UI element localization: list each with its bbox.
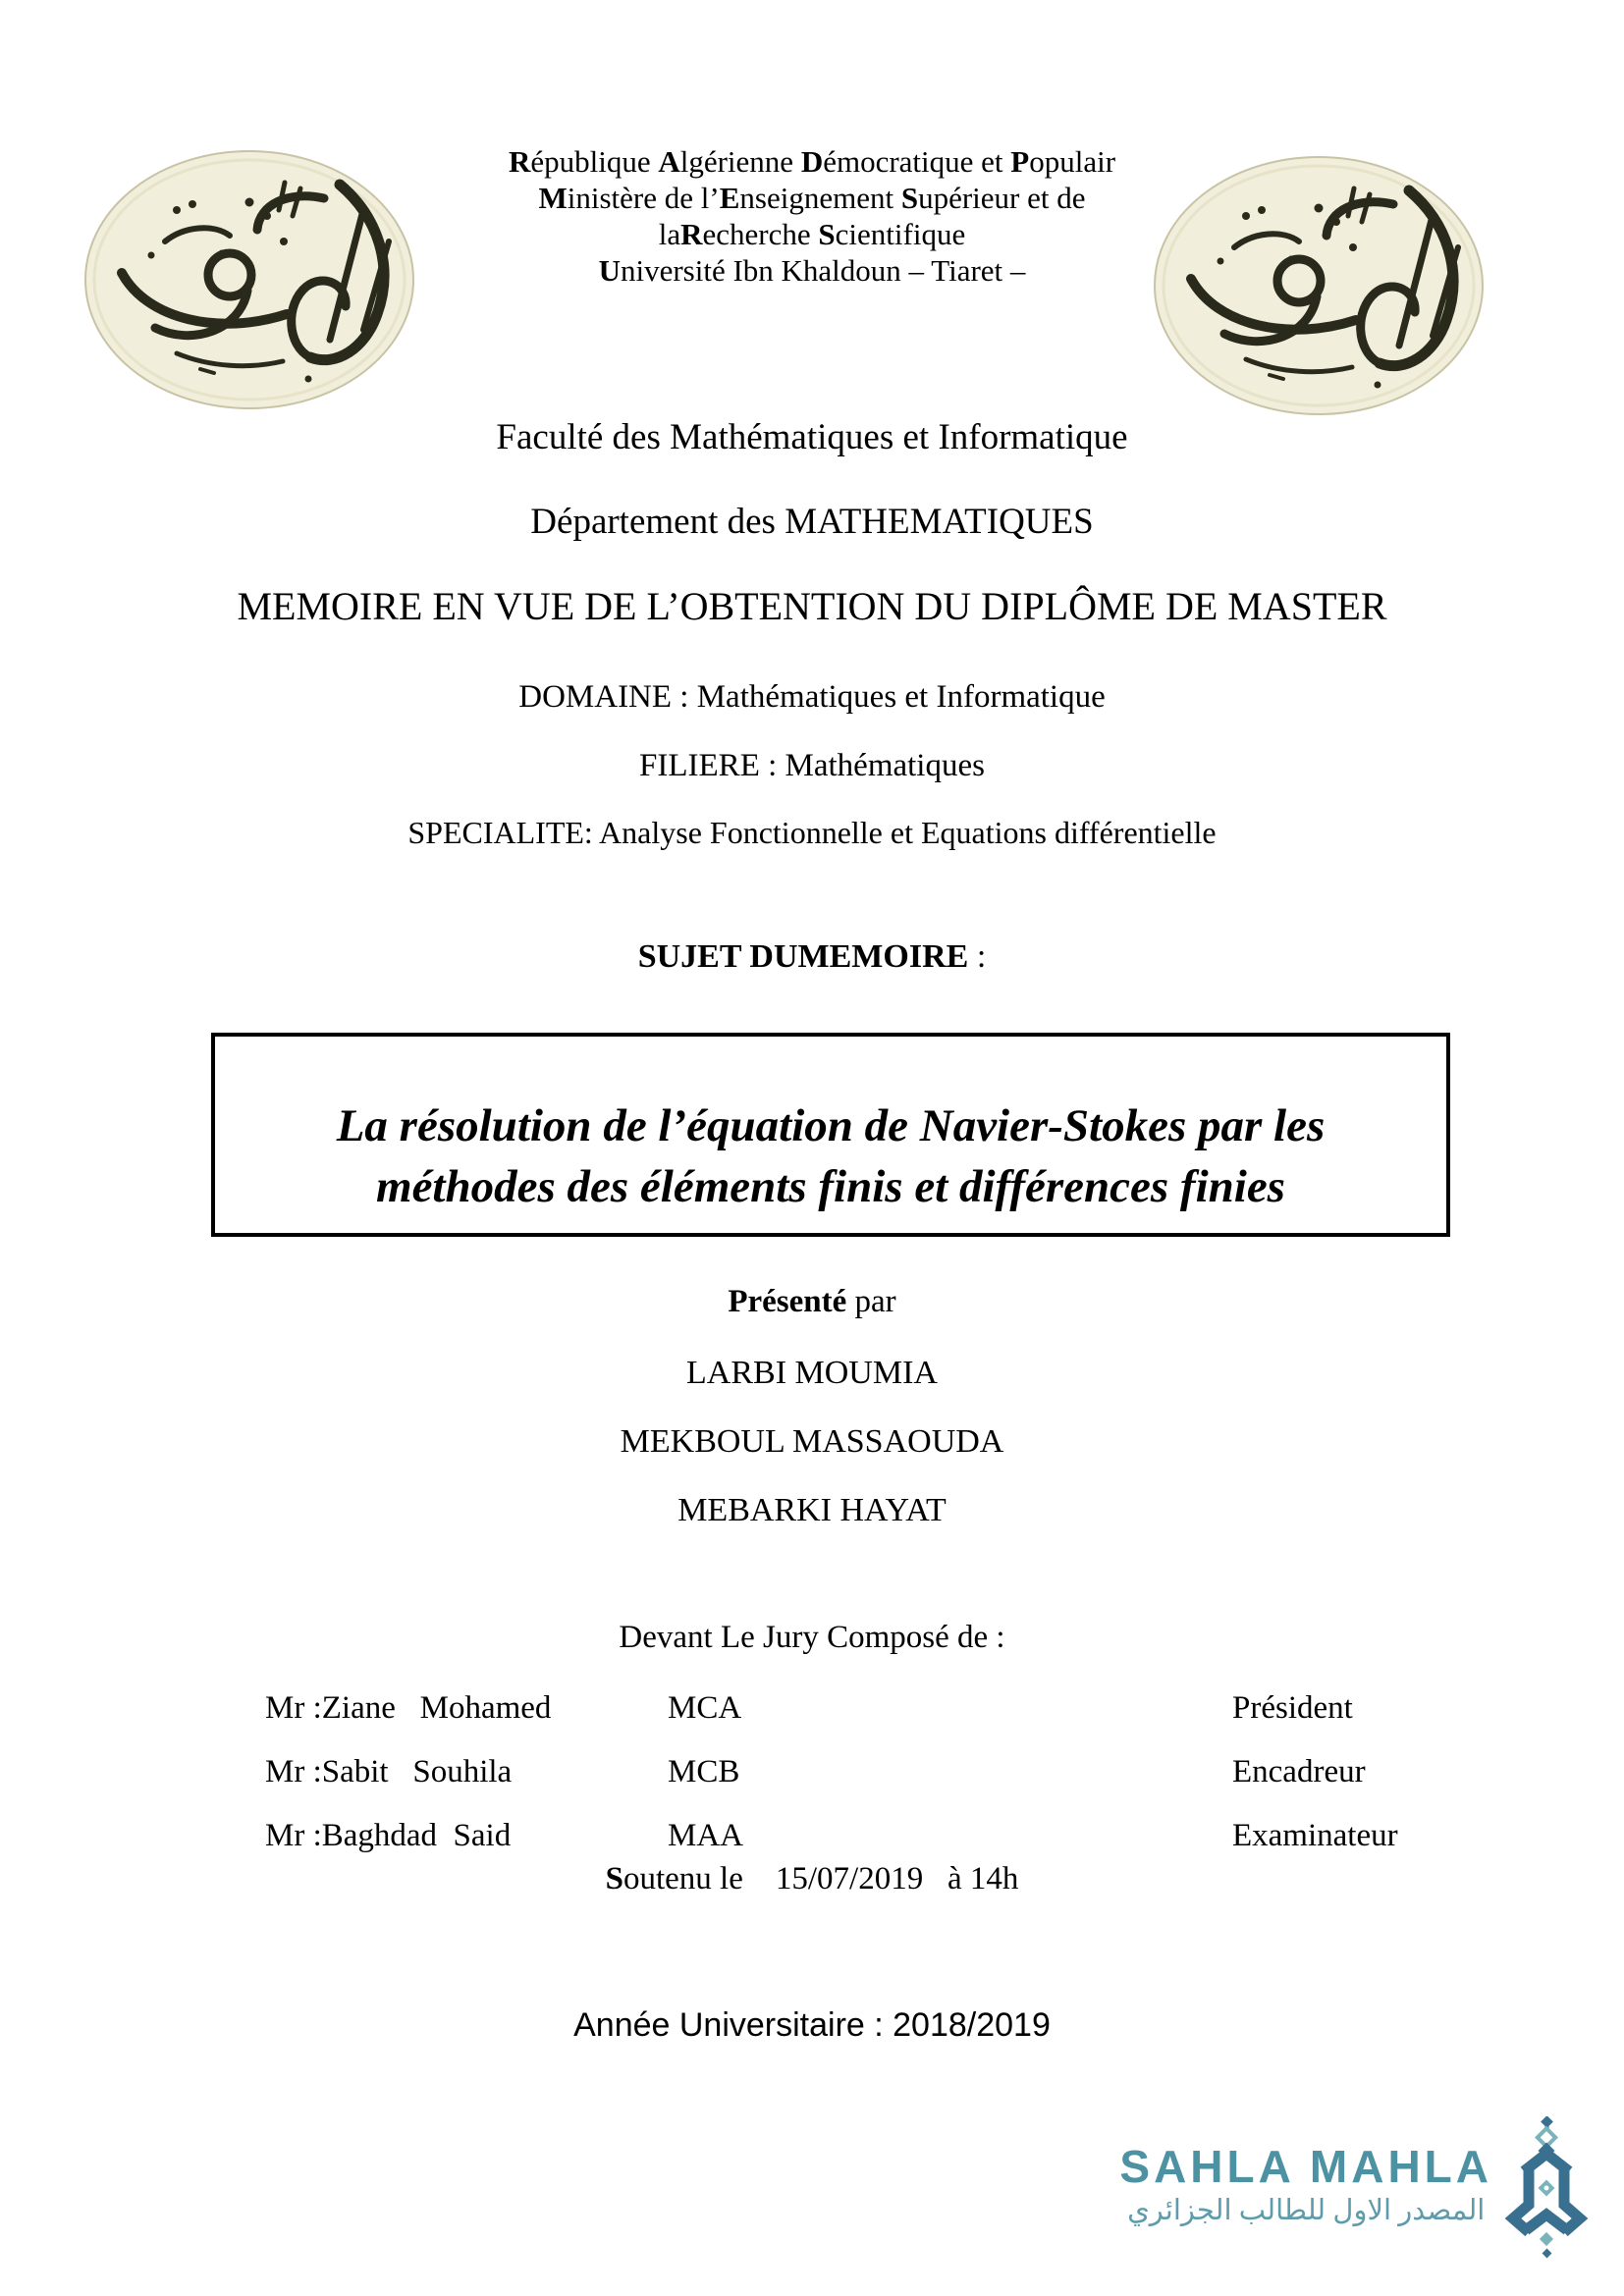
jury-table xyxy=(265,1692,1443,1884)
research-line: laRecherche Scientifique xyxy=(658,217,966,251)
republic-line: République Algérienne Démocratique et Populair xyxy=(508,144,1116,179)
jury-row xyxy=(265,1756,1443,1789)
ministry-line: Ministère de l’Enseignement Supérieur et de xyxy=(538,181,1086,215)
ministry-header xyxy=(412,143,1212,289)
jury-member-grade: MCA xyxy=(668,1690,742,1726)
jury-heading: Devant Le Jury Composé de : xyxy=(619,1620,1005,1655)
domaine-line: DOMAINE : Mathématiques et Informatique xyxy=(518,679,1106,715)
sahla-mahla-logo-icon xyxy=(1496,2116,1597,2262)
presented-by-label: Présenté par xyxy=(728,1284,896,1319)
defense-date-line: Soutenu le 15/07/2019 à 14h xyxy=(605,1861,1019,1896)
jury-member-role: Président xyxy=(1232,1690,1353,1726)
filiere-line: FILIERE : Mathématiques xyxy=(639,748,985,783)
footer-brand-name: SAHLA MAHLA xyxy=(1119,2141,1492,2192)
jury-row xyxy=(265,1820,1443,1852)
jury-member-grade: MAA xyxy=(668,1818,744,1853)
jury-member-name: Mr :Baghdad Said xyxy=(265,1818,512,1853)
thesis-title-line-1: La résolution de l’équation de Navier-Stokes par les xyxy=(336,1100,1326,1151)
jury-member-role: Encadreur xyxy=(1232,1754,1366,1789)
jury-member-name: Mr :Ziane Mohamed xyxy=(265,1690,552,1726)
memoire-line: MEMOIRE EN VUE DE L’OBTENTION DU DIPLÔME DE MASTER xyxy=(237,584,1387,628)
thesis-title-line-2: méthodes des éléments finis et différences finies xyxy=(376,1161,1285,1212)
jury-member-grade: MCB xyxy=(668,1754,740,1789)
jury-row xyxy=(265,1692,1443,1725)
university-line: Université Ibn Khaldoun – Tiaret – xyxy=(598,253,1026,288)
footer-text-block xyxy=(1119,2142,1492,2228)
specialite-line: SPECIALITE: Analyse Fonctionnelle et Equations différentielle xyxy=(407,815,1217,850)
author-name: MEBARKI HAYAT xyxy=(677,1492,947,1528)
sujet-label: SUJET DUMEMOIRE : xyxy=(637,938,987,975)
academic-year-line: Année Universitaire : 2018/2019 xyxy=(573,2006,1051,2044)
department-line: Département des MATHEMATIQUES xyxy=(530,502,1094,542)
author-name: MEKBOUL MASSAOUDA xyxy=(620,1423,1004,1460)
thesis-title-box xyxy=(211,1033,1450,1237)
jury-member-name: Mr :Sabit Souhila xyxy=(265,1754,513,1789)
footer-arabic-tagline: المصدر الاول للطالب الجزائري xyxy=(1127,2195,1486,2226)
sahla-mahla-footer xyxy=(1119,2116,1597,2262)
author-name: LARBI MOUMIA xyxy=(686,1355,938,1391)
jury-member-role: Examinateur xyxy=(1232,1818,1398,1853)
university-seal-icon xyxy=(82,147,416,412)
faculty-line: Faculté des Mathématiques et Informatique xyxy=(496,417,1128,457)
